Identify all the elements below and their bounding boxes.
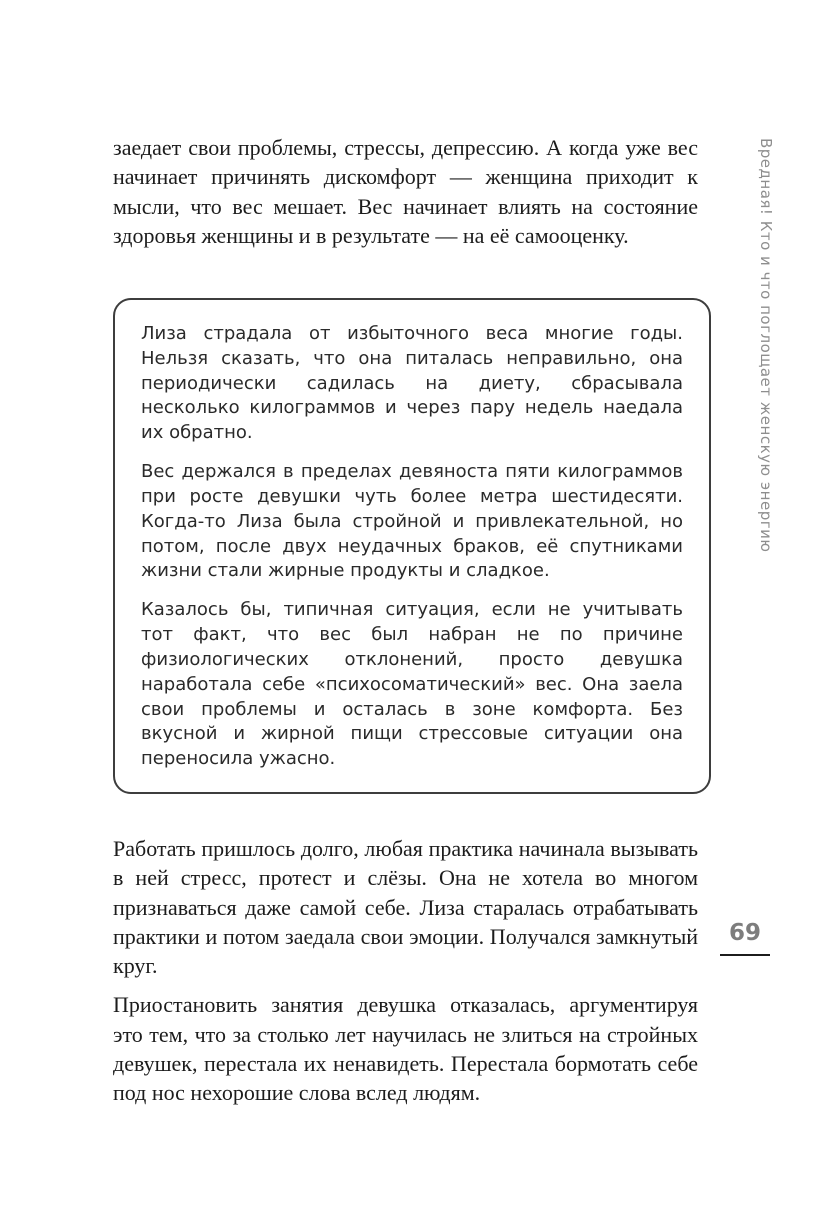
box-paragraph: Казалось бы, типичная ситуация, если не учитывать тот факт, что вес был набран не по причине физиологических отклонений, просто девушка наработала себе «психосоматический» вес. Она заела свои проблемы и осталась в зоне комфорта. Без вкусной и жирной пищи стрессовые ситуации она переносила ужасно. (141, 599, 683, 770)
box-paragraph: Лиза страдала от избыточного веса многие годы. Нельзя сказать, что она питалась неправильно, она периодически садилась на диету, сбрасывала несколько килограммов и через пару недель наедала их обратно. (141, 323, 683, 444)
page-number-rule (720, 954, 770, 956)
paragraph-bottom: Работать пришлось долго, любая практика начинала вызывать в ней стресс, протест и слёзы. Она не хотела во многом признаваться даже самой себе. Лиза старалась отрабатывать практики и потом заедала свои эмоции. Получался замкнутый круг. (113, 836, 698, 979)
story-callout-box (113, 298, 711, 794)
page-number: 69 (728, 920, 761, 946)
paragraph-bottom: Приостановить занятия девушка отказалась, аргументируя это тем, что за столько лет научилась не злиться на стройных девушек, перестала их ненавидеть. Перестала бормотать себе под нос нехорошие слова вслед людям. (113, 992, 698, 1106)
main-text-column (113, 133, 698, 1117)
page-number-block (717, 920, 773, 956)
box-paragraph: Вес держался в пределах девяноста пяти килограммов при росте девушки чуть более метра шестидесяти. Когда-то Лиза была стройной и привлекательной, но потом, после двух неудачных браков, её спутниками жизни стали жирные продукты и сладкое. (141, 461, 683, 582)
running-head-vertical: Вредная! Кто и что поглощает женскую энергию (757, 138, 775, 553)
paragraph-top: заедает свои проблемы, стрессы, депрессию. А когда уже вес начинает причинять дискомфорт — женщина приходит к мысли, что вес мешает. Вес начинает влиять на состояние здоровья женщины и в результате — на её самооценку. (113, 135, 698, 248)
